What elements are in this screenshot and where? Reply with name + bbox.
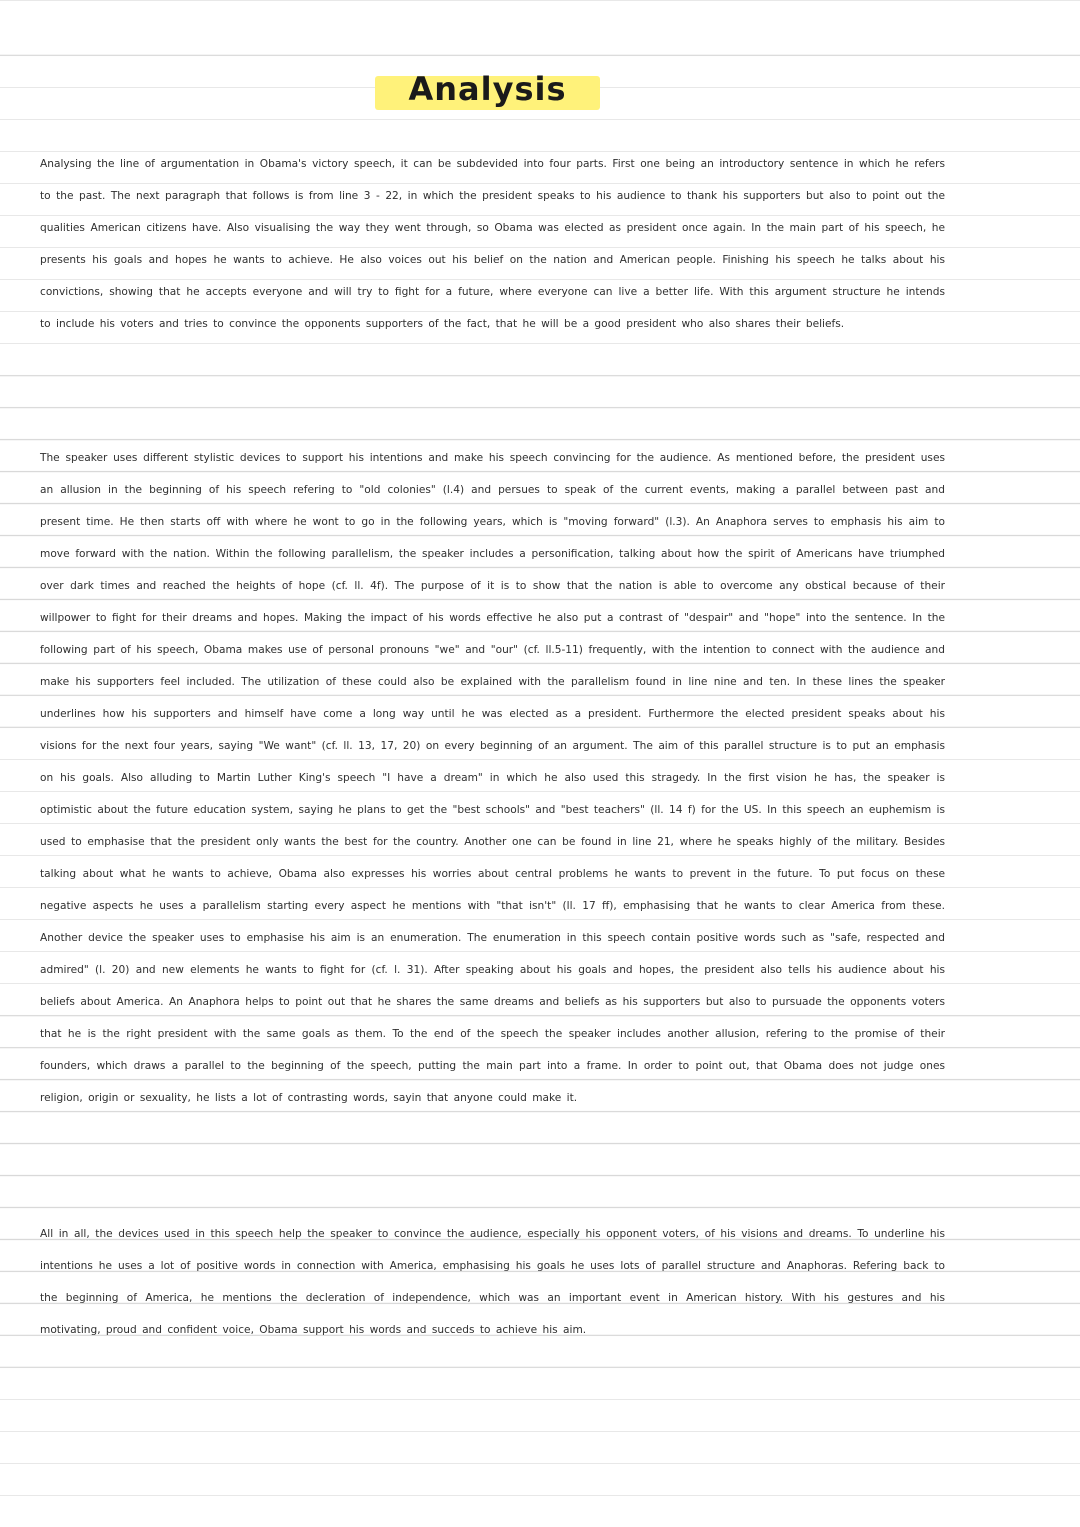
paragraph-argumentation: Analysing the line of argumentation in Obama's victory speech, it can be subdevided into four parts. First one being an introductory sentence in which he refers to the past. The next paragraph that follows is from line 3 - 22, in which the president speaks to his audience to thank his supporters but also to point out the qualities American citizens have. Also visualising the way they went through, so Obama was elected as president once again. In the main part of his speech, he presents his goals and hopes he wants to achieve. He also voices out his belief on the nation and American people. Finishing his speech he talks about his convictions, showing that he accepts everyone and will try to fight for a future, where everyone can live a better life. With this argument structure he intends to include his voters and tries to convince the opponents supporters of the fact, that he will be a good president who also shares their beliefs. [40, 158, 945, 330]
paragraph-conclusion: All in all, the devices used in this speech help the speaker to convince the audience, especially his opponent voters, of his visions and dreams. To underline his intentions he uses a lot of positive words in connection with America, emphasising his goals he uses lots of parallel structure and Anaphoras. Refering back to the beginning of America, he mentions the decleration of independence, which was an important event in American history. With his gestures and his motivating, proud and confident voice, Obama support his words and succeds to achieve his aim. [40, 1228, 945, 1336]
paragraph-stylistic-devices: The speaker uses different stylistic devices to support his intentions and make his speech convincing for the audience. As mentioned before, the president uses an allusion in the beginning of his speech refering to "old colonies" (l.4) and persues to speak of the current events, making a parallel between past and present time. He then starts off with where he wont to go in the following years, which is "moving forward" (l.3). An Anaphora serves to emphasis his aim to move forward with the nation. Within the following parallelism, the speaker includes a personification, talking about how the spirit of Americans have triumphed over dark times and reached the heights of hope (cf. ll. 4f). The purpose of it is to show that the nation is able to overcome any obstical because of their willpower to fight for their dreams and hopes. Making the impact of his words effective he also put a contrast of "despair" and "hope" into the sentence. In the following part of his speech, Obama makes use of personal pronouns "we" and "our" (cf. ll.5-11) frequently, with the intention to connect with the audience and make his supporters feel included. The utilization of these could also be explained with the parallelism found in line nine and ten. In these lines the speaker underlines how his supporters and himself have come a long way until he was elected as a president. Furthermore the elected president speaks about his visions for the next four years, saying "We want" (cf. ll. 13, 17, 20) on every beginning of an argument. The aim of this parallel structure is to put an emphasis on his goals. Also alluding to Martin Luther King's speech "I have a dream" in which he also used this stragedy. In the first vision he has, the speaker is optimistic about the future education system, saying he plans to get the "best schools" and "best teachers" (ll. 14 f) for the US. In this speech an euphemism is used to emphasise that the president only wants the best for the country. Another one can be found in line 21, where he speaks highly of the military. Besides talking about what he wants to achieve, Obama also expresses his worries about central problems he wants to prevent in the future. To put focus on these negative aspects he uses a parallelism starting every aspect he mentions with "that isn't" (ll. 17 ff), emphasising that he wants to clear America from these. Another device the speaker uses to emphasise his aim is an enumeration. The enumeration in this speech contain positive words such as "safe, respected and admired" (l. 20) and new elements he wants to fight for (cf. l. 31). After speaking about his goals and hopes, the president also tells his audience about his beliefs about America. An Anaphora helps to point out that he shares the same dreams and beliefs as his supporters but also to pursuade the opponents voters that he is the right president with the same goals as them. To the end of the speech the speaker includes another allusion, refering to the promise of their founders, which draws a parallel to the beginning of the speech, putting the main part into a frame. In order to point out, that Obama does not judge ones religion, origin or sexuality, he lists a lot of contrasting words, sayin that anyone could make it. [40, 452, 945, 1104]
title-block [375, 70, 600, 114]
page-title: Analysis [408, 70, 567, 108]
